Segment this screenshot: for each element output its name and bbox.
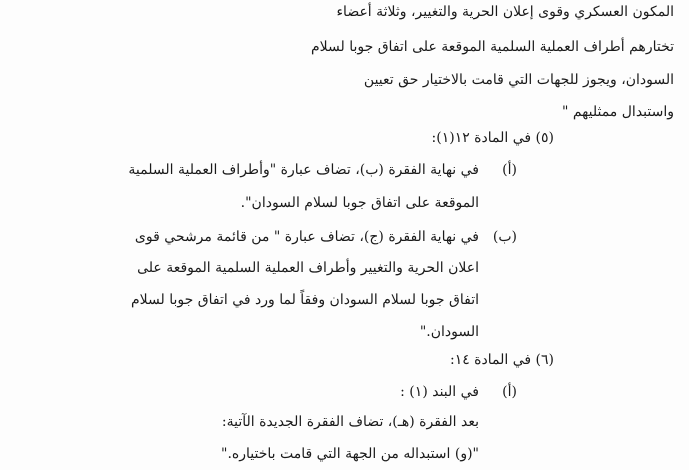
- section-5-item-b-line-1: في نهاية الفقرة (ج)، تضاف عبارة " من قائمة مرشحي قوى: [134, 229, 479, 245]
- section-6-new-clause: "(و) استبداله من الجهة التي قامت باختياره.": [221, 446, 479, 462]
- section-6-heading: (٦) في المادة ١٤:: [449, 352, 554, 368]
- section-6-after-text: بعد الفقرة (هـ)، تضاف الفقرة الجديدة الآتية:: [221, 414, 479, 430]
- section-5-item-b-line-2: اعلان الحرية والتغيير وأطراف العملية السلمية الموقعة على: [137, 260, 479, 276]
- intro-line-3: السودان، ويجوز للجهات التي قامت بالاختيار حق تعيين: [363, 72, 674, 88]
- section-5-item-b-label: (ب): [492, 229, 517, 245]
- section-5-item-a-line-2: الموقعة على اتفاق جوبا لسلام السودان".: [240, 195, 479, 211]
- section-5-item-a-label: (أ): [502, 162, 517, 178]
- intro-line-2: تختارهم أطراف العملية السلمية الموقعة على اتفاق جوبا لسلام: [310, 39, 674, 55]
- section-5-heading: (٥) في المادة ١٢(١):: [431, 130, 554, 146]
- section-5-item-b-line-4: السودان.": [419, 324, 479, 340]
- section-5-item-a-line-1: في نهاية الفقرة (ب)، تضاف عبارة "وأطراف العملية السلمية: [128, 162, 479, 178]
- intro-line-4: واستبدال ممثليهم ": [561, 104, 674, 120]
- section-6-item-a-label: (أ): [502, 384, 517, 400]
- intro-line-1: المكون العسكري وقوى إعلان الحرية والتغيير، وثلاثة أعضاء: [336, 4, 674, 20]
- section-5-item-b-line-3: اتفاق جوبا لسلام السودان وفقاً لما ورد في اتفاق جوبا لسلام: [131, 292, 479, 308]
- section-6-item-a-text: في البند (١) :: [400, 384, 479, 400]
